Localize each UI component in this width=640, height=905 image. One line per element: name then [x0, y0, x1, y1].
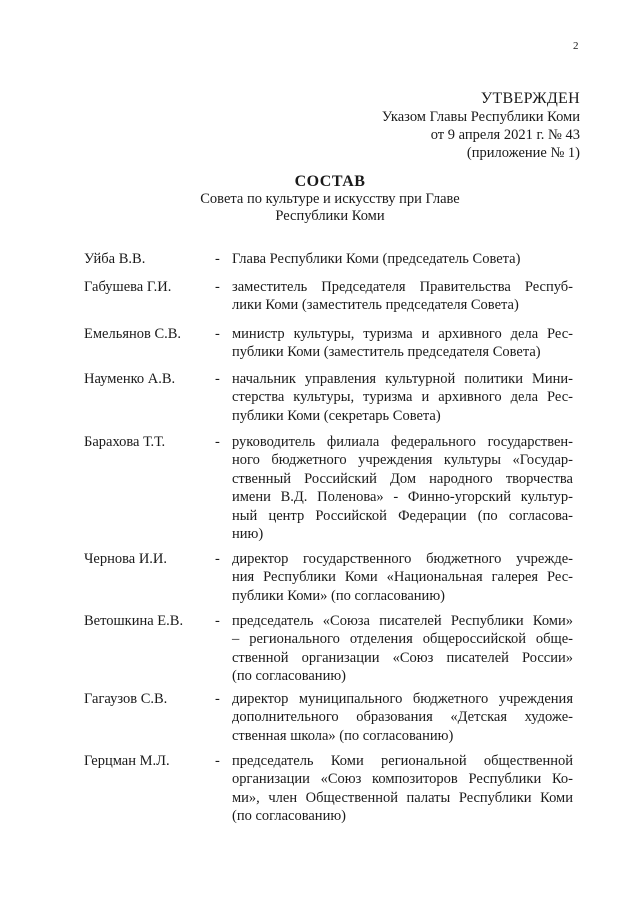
member-name: Емельянов С.В.: [84, 326, 182, 342]
member-role: [232, 612, 573, 686]
member-role: [232, 433, 573, 543]
role-line: ми», член Общественной палаты Республики Коми: [232, 789, 573, 806]
role-line: нию): [232, 526, 264, 543]
title-line-2: Республики Коми: [275, 208, 385, 224]
role-line: публики Коми» (по согласованию): [232, 587, 445, 604]
role-line: председатель Коми региональной общественной: [232, 753, 573, 769]
role-line: ственная школа» (по согласованию): [232, 727, 454, 744]
dash-separator: -: [215, 434, 220, 450]
member-name: Герцман М.Л.: [84, 753, 170, 769]
role-line: (по согласованию): [232, 808, 346, 825]
approval-line-3: (приложение № 1): [466, 145, 580, 161]
member-name: Ветошкина Е.В.: [84, 613, 184, 629]
role-line: дополнительного образования «Детская художе-: [232, 709, 573, 726]
document-heading: СОСТАВ: [294, 173, 366, 190]
role-line: Глава Республики Коми (председатель Совета): [232, 251, 521, 267]
title-block: [0, 173, 640, 225]
member-name: Науменко А.В.: [84, 371, 176, 387]
member-name: Чернова И.И.: [84, 551, 168, 567]
member-role: [232, 550, 573, 605]
approval-line-2: от 9 апреля 2021 г. № 43: [430, 127, 580, 143]
title-line-1: Совета по культуре и искусству при Главе: [200, 191, 460, 207]
role-line: министр культуры, туризма и архивного дела Рес-: [232, 326, 573, 342]
role-line: (по согласованию): [232, 668, 346, 685]
member-name: Уйба В.В.: [84, 251, 146, 267]
member-name: Габушева Г.И.: [84, 279, 172, 295]
approval-heading: УТВЕРЖДЕН: [480, 90, 580, 107]
member-name: Гагаузов С.В.: [84, 691, 168, 707]
dash-separator: -: [215, 613, 220, 629]
approval-line-1: Указом Главы Республики Коми: [381, 109, 580, 125]
page-number: 2: [573, 40, 579, 52]
role-line: заместитель Председателя Правительства Респуб-: [232, 279, 573, 295]
role-line: стерства культуры, туризма и архивного дела Рес-: [232, 389, 573, 406]
member-name: Барахова Т.Т.: [84, 434, 166, 450]
role-line: публики Коми (заместитель председателя Совета): [232, 344, 541, 361]
role-line: лики Коми (заместитель председателя Совета): [232, 297, 519, 314]
role-line: председатель «Союза писателей Республики Коми»: [232, 613, 573, 629]
member-role: [232, 370, 573, 425]
dash-separator: -: [215, 251, 220, 267]
member-role: [232, 278, 573, 315]
approval-block: [382, 90, 580, 162]
role-line: ния Республики Коми «Национальная галерея Рес-: [232, 569, 573, 586]
member-role: [232, 752, 573, 826]
member-role: [232, 325, 573, 362]
role-line: директор муниципального бюджетного учреждения: [232, 691, 573, 707]
role-line: ного бюджетного учреждения культуры «Государ-: [232, 452, 573, 469]
role-line: ственной организации «Союз писателей России»: [232, 649, 573, 666]
role-line: организации «Союз композиторов Республики Ко-: [232, 771, 573, 788]
role-line: ный центр Российской Федерации (по согласова-: [232, 507, 573, 524]
member-role: [232, 690, 573, 745]
dash-separator: -: [215, 753, 220, 769]
dash-separator: -: [215, 279, 220, 295]
dash-separator: -: [215, 371, 220, 387]
role-line: ственный Российский Дом народного творчества: [232, 470, 573, 487]
dash-separator: -: [215, 691, 220, 707]
member-role: [232, 250, 573, 268]
role-line: руководитель филиала федерального государствен-: [232, 434, 573, 450]
dash-separator: -: [215, 551, 220, 567]
role-line: начальник управления культурной политики Мини-: [232, 371, 573, 387]
role-line: имени В.Д. Поленова» - Финно-угорский культур-: [232, 489, 573, 506]
role-line: директор государственного бюджетного учрежде-: [232, 551, 573, 567]
dash-separator: -: [215, 326, 220, 342]
role-line: – регионального отделения общероссийской обще-: [232, 631, 573, 648]
role-line: публики Коми (секретарь Совета): [232, 407, 441, 424]
